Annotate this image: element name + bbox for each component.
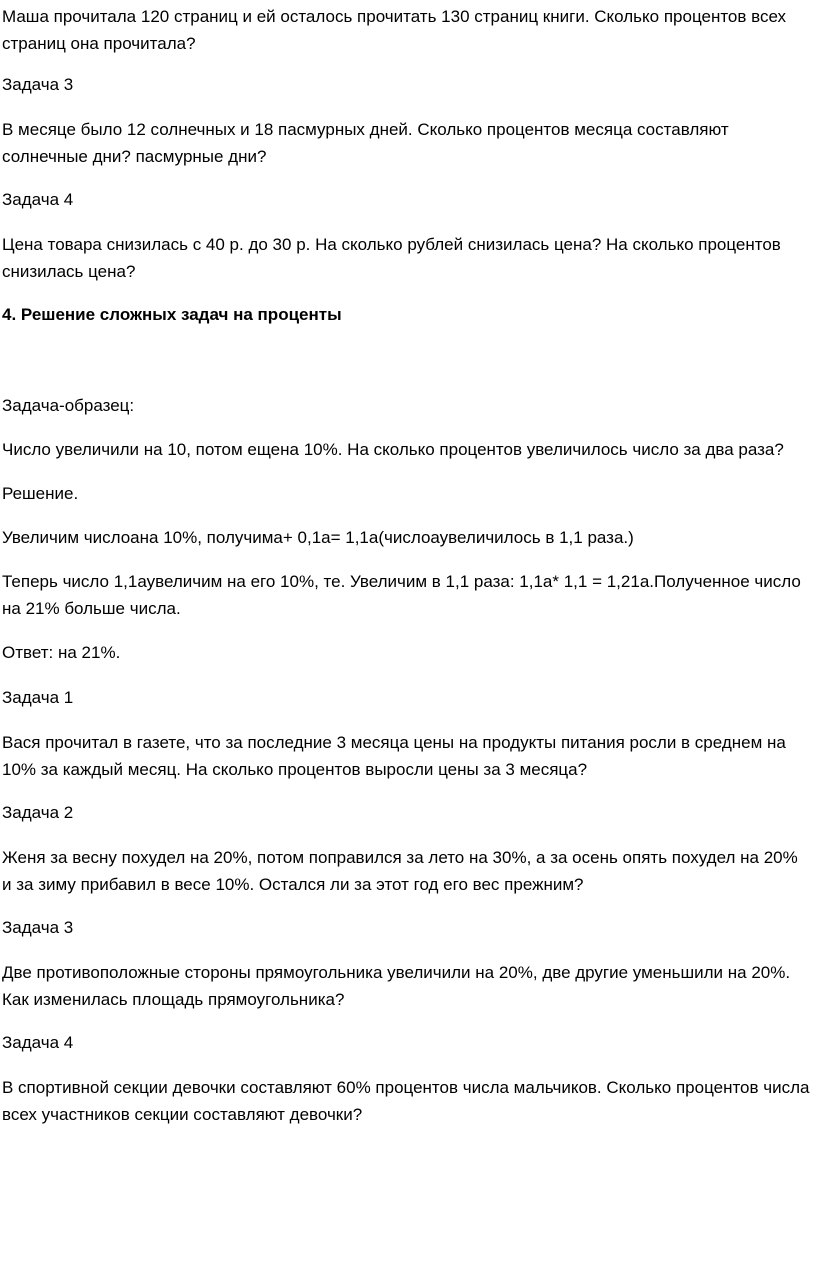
- problem-heading-2: Задача 2: [2, 803, 74, 822]
- problem-heading-1: Задача 1: [2, 688, 74, 707]
- section-heading: 4. Решение сложных задач на проценты: [2, 305, 342, 324]
- answer-text: Ответ: на 21%.: [2, 643, 121, 662]
- problem-text-sports-section: В спортивной секции девочки составляют 60% процентов числа мальчиков. Сколько процентов числа всех участников секции составляют девочки?: [2, 1078, 810, 1124]
- solution-label: Решение.: [2, 484, 79, 503]
- problem-heading-4b: Задача 4: [2, 1033, 74, 1052]
- problem-text-zhenya: Женя за весну похудел на 20%, потом поправился за лето на 30%, а за осень опять похудел на 20% и за зиму прибавил в весе 10%. Остался ли за этот год его вес прежним?: [2, 848, 798, 894]
- solution-step-2: Теперь число 1,1аувеличим на его 10%, те. Увеличим в 1,1 раза: 1,1а* 1,1 = 1,21а.Полученное число на 21% больше числа.: [2, 572, 801, 618]
- problem-text-rectangle: Две противоположные стороны прямоугольника увеличили на 20%, две другие уменьшили на 20%. Как изменилась площадь прямоугольника?: [2, 963, 791, 1009]
- problem-text-sunny-days: В месяце было 12 солнечных и 18 пасмурных дней. Сколько процентов месяца составляют солнечные дни? пасмурные дни?: [2, 120, 729, 166]
- problem-text-masha: Маша прочитала 120 страниц и ей осталось прочитать 130 страниц книги. Сколько процентов всех страниц она прочитала?: [2, 7, 787, 53]
- sample-problem-label: Задача-образец:: [2, 396, 135, 415]
- problem-heading-3: Задача 3: [2, 75, 74, 94]
- solution-step-1: Увеличим числоана 10%, получима+ 0,1а= 1,1а(числоаувеличилось в 1,1 раза.): [2, 528, 634, 547]
- problem-heading-3b: Задача 3: [2, 918, 74, 937]
- sample-problem-text: Число увеличили на 10, потом ещена 10%. На сколько процентов увеличилось число за два раза?: [2, 440, 784, 459]
- problem-heading-4: Задача 4: [2, 190, 74, 209]
- problem-text-price: Цена товара снизилась с 40 р. до 30 р. На сколько рублей снизилась цена? На сколько процентов снизилась цена?: [2, 235, 781, 281]
- problem-text-vasya: Вася прочитал в газете, что за последние 3 месяца цены на продукты питания росли в среднем на 10% за каждый месяц. На сколько процентов выросли цены за 3 месяца?: [2, 733, 786, 779]
